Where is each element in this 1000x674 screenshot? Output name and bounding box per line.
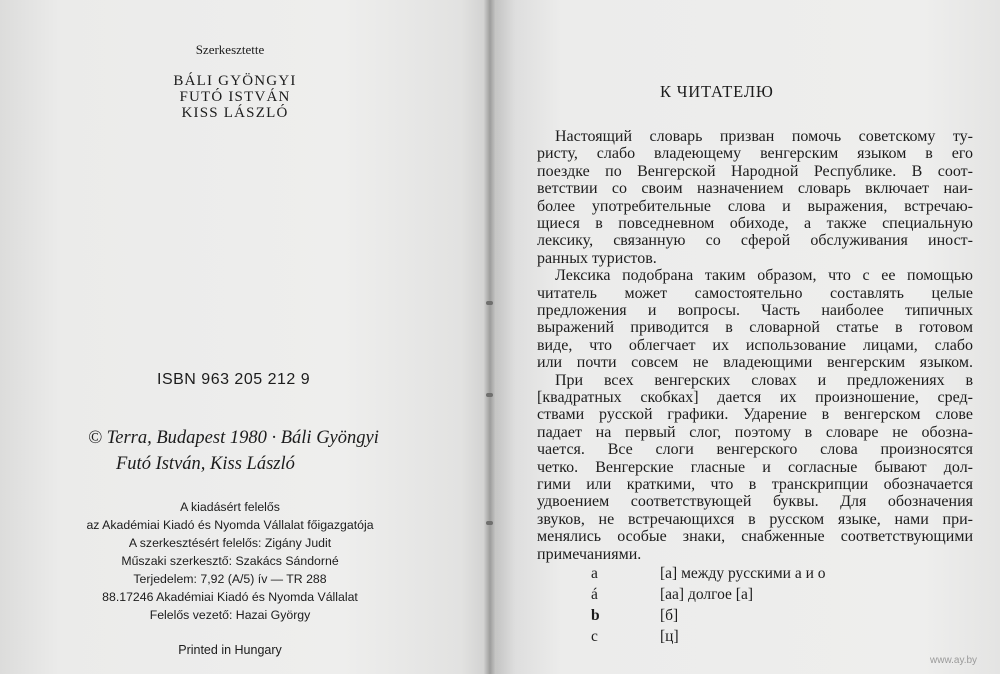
- text-line: поездке по Венгерской Народной Республике. В соот-: [537, 162, 973, 180]
- editor-name: BÁLI GYÖNGYI: [173, 73, 297, 89]
- imprint-line: 88.17246 Akadémiai Kiadó és Nyomda Vállalat: [102, 590, 358, 604]
- letter-glyph: á: [591, 586, 598, 603]
- text-line: ристу, слабо владеющему венгерским языком в его: [537, 145, 973, 163]
- imprint-line: az Akadémiai Kiadó és Nyomda Vállalat főigazgatója: [86, 518, 374, 532]
- watermark: www.ay.by: [930, 655, 978, 666]
- copyright-line: © Terra, Budapest 1980 · Báli Gyöngyi: [88, 428, 379, 448]
- text-line: [квадратных скобках] дается их произношение, сред-: [537, 389, 973, 406]
- binding-stitch: [486, 301, 493, 305]
- isbn: ISBN 963 205 212 9: [157, 371, 311, 388]
- text-line: ранных туристов.: [537, 249, 657, 267]
- text-line: ветствии со своим назначением словарь включает наи-: [537, 180, 973, 198]
- page-title: К ЧИТАТЕЛЮ: [660, 82, 774, 101]
- text-line: более употребительные слова и выражения, встречаю-: [537, 197, 973, 215]
- text-line: звуков, не встречающихся в русском языке, нами при-: [537, 510, 973, 528]
- text-line: гими или краткими, что в транскрипции обозначается: [537, 476, 973, 493]
- letter-glyph: c: [591, 628, 598, 645]
- text-line: падает на первый слог, поэтому в словаре не обозна-: [537, 423, 973, 441]
- letter-pronunciation: [аа] долгое [а]: [660, 586, 753, 603]
- text-line: выражений приводится в словарной статье в готовом: [537, 319, 973, 337]
- text-line: виде, что облегчает их использование лицами, слабо: [537, 336, 973, 354]
- copyright-line: Futó István, Kiss László: [116, 454, 295, 474]
- text-line: предложения и вопросы. Часть наиболее типичных: [537, 302, 973, 319]
- letter-pronunciation: [а] между русскими а и о: [660, 565, 826, 582]
- text-line: удвоением соответствующей буквы. Для обозначения: [537, 493, 973, 511]
- editors-label: Szerkesztette: [195, 42, 265, 57]
- binding-stitch: [486, 521, 493, 525]
- text-line: четко. Венгерские гласные и согласные бывают дол-: [537, 458, 973, 476]
- imprint-line: A kiadásért felelős: [180, 500, 280, 514]
- text-line: лексику, связанную со сферой обслуживания иност-: [537, 232, 973, 250]
- letter-glyph: a: [591, 565, 598, 582]
- imprint-line: A szerkesztésért felelős: Zigány Judit: [128, 536, 332, 550]
- imprint-line: Terjedelem: 7,92 (A/5) ív — TR 288: [133, 572, 327, 586]
- text-line: Настоящий словарь призван помочь советскому ту-: [555, 128, 973, 145]
- text-line: читатель может самостоятельно составлять целые: [537, 284, 973, 302]
- book-gutter: [484, 0, 496, 674]
- editor-name: KISS LÁSZLÓ: [181, 105, 289, 121]
- imprint-line: Felelős vezető: Hazai György: [149, 608, 311, 622]
- letter-glyph: b: [591, 607, 600, 624]
- text-line: менялись особые знаки, снабженные соответствующими: [537, 528, 973, 546]
- text-line: ствами русской графики. Ударение в венгерском слове: [537, 406, 973, 424]
- letter-pronunciation: [ц]: [660, 628, 679, 645]
- text-line: При всех венгерских словах и предложениях в: [555, 371, 973, 389]
- letter-pronunciation: [б]: [660, 607, 679, 624]
- text-line: чается. Все слоги венгерского слова произносятся: [537, 441, 973, 459]
- text-line: щиеся в повседневном обиходе, а также специальную: [537, 215, 973, 232]
- imprint-line: Műszaki szerkesztő: Szakács Sándorné: [121, 554, 339, 568]
- text-line: примечаниями.: [537, 545, 642, 563]
- printed-in-note: Printed in Hungary: [178, 643, 282, 657]
- text-line: или почти совсем не владеющими венгерским языком.: [537, 354, 973, 372]
- text-line: Лексика подобрана таким образом, что с ее помощью: [555, 267, 973, 285]
- editor-name: FUTÓ ISTVÁN: [179, 89, 291, 105]
- binding-stitch: [486, 393, 493, 397]
- left-page: [0, 0, 490, 674]
